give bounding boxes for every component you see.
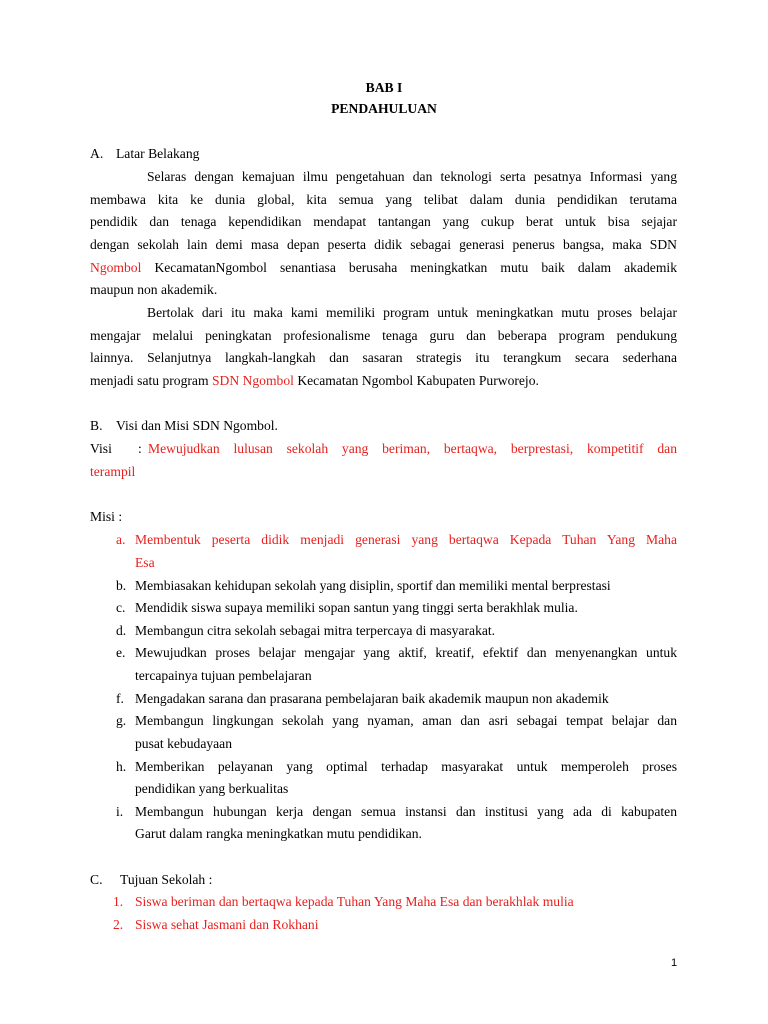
- para2-line-1: Bertolak dari itu maka kami memiliki program untuk meningkatkan mutu proses belajar: [147, 305, 677, 320]
- tujuan-item-1-text: Siswa beriman dan bertaqwa kepada Tuhan Yang Maha Esa dan berakhlak mulia: [135, 894, 574, 909]
- para2-line-2: mengajar melalui peningkatan profesionalisme tenaga guru dan beberapa program pendukung: [90, 328, 677, 343]
- para2-line-4-post: Kecamatan Ngombol Kabupaten Purworejo.: [297, 373, 539, 388]
- misi-item-a-marker: a.: [116, 532, 126, 547]
- chapter-title: PENDAHULUAN: [331, 101, 437, 116]
- misi-item-h-line-1: Memberikan pelayanan yang optimal terhadap masyarakat untuk memperoleh proses: [135, 759, 677, 774]
- para1-line-1: Selaras dengan kemajuan ilmu pengetahuan dan teknologi serta pesatnya Informasi yang: [147, 169, 677, 184]
- para2-line-4-pre: menjadi satu program: [90, 373, 209, 388]
- section-b-title: Visi dan Misi SDN Ngombol.: [116, 418, 278, 433]
- section-a-title: Latar Belakang: [116, 146, 200, 161]
- misi-item-h-line-2: pendidikan yang berkualitas: [135, 781, 289, 796]
- school-name-highlight-2: SDN Ngombol: [211, 373, 294, 388]
- visi-text-line-1: Mewujudkan lulusan sekolah yang beriman, bertaqwa, berprestasi, kompetitif dan: [148, 441, 677, 456]
- misi-item-c-line-1: Mendidik siswa supaya memiliki sopan santun yang tinggi serta berakhlak mulia.: [135, 600, 578, 615]
- tujuan-item-1-marker: 1.: [113, 894, 124, 909]
- misi-item-f-line-1: Mengadakan sarana dan prasarana pembelajaran baik akademik maupun non akademik: [135, 691, 609, 706]
- misi-item-e-line-1: Mewujudkan proses belajar mengajar yang aktif, kreatif, efektif dan menyenangkan untuk: [135, 645, 677, 660]
- chapter-label: BAB I: [365, 80, 403, 95]
- tujuan-item-2-text: Siswa sehat Jasmani dan Rokhani: [135, 917, 319, 932]
- misi-item-h-marker: h.: [116, 759, 127, 774]
- misi-label: Misi :: [90, 509, 123, 524]
- visi-text-line-2: terampil: [90, 464, 136, 479]
- school-name-highlight: Ngombol: [90, 260, 142, 275]
- visi-label: Visi: [90, 441, 112, 456]
- misi-item-b-marker: b.: [116, 578, 127, 593]
- misi-item-e-marker: e.: [116, 645, 126, 660]
- misi-item-g-marker: g.: [116, 713, 127, 728]
- para1-line-3: pendidik dan tenaga kependidikan mendapat tantangan yang cukup berat untuk bisa sejajar: [90, 214, 677, 229]
- visi-colon: :: [138, 441, 142, 456]
- para1-line-6: maupun non akademik.: [90, 282, 218, 297]
- para1-line-5: [90, 260, 677, 276]
- misi-item-i-line-2: Garut dalam rangka meningkatkan mutu pendidikan.: [135, 826, 422, 841]
- misi-item-e-line-2: tercapainya tujuan pembelajaran: [135, 668, 312, 683]
- page-number: 1: [671, 957, 678, 969]
- misi-item-i-marker: i.: [116, 804, 124, 819]
- para2-line-4: [90, 373, 539, 389]
- misi-item-f-marker: f.: [116, 691, 124, 706]
- misi-item-c-marker: c.: [116, 600, 126, 615]
- misi-item-a-line-2: Esa: [135, 555, 155, 570]
- section-c-title: Tujuan Sekolah :: [120, 872, 213, 887]
- para1-line-4: dengan sekolah lain demi masa depan peserta didik sebagai generasi penerus bangsa, maka SDN: [90, 237, 677, 252]
- para1-line-5-text: KecamatanNgombol senantiasa berusaha meningkatkan mutu baik dalam akademik: [154, 260, 677, 275]
- tujuan-item-2-marker: 2.: [113, 917, 124, 932]
- misi-item-a-line-1: Membentuk peserta didik menjadi generasi yang bertaqwa Kepada Tuhan Yang Maha: [135, 532, 677, 547]
- misi-item-i-line-1: Membangun hubungan kerja dengan semua instansi dan institusi yang ada di kabupaten: [135, 804, 677, 819]
- section-b-marker: B.: [90, 418, 103, 433]
- misi-item-g-line-1: Membangun lingkungan sekolah yang nyaman, aman dan asri sebagai tempat belajar dan: [135, 713, 677, 728]
- section-c-marker: C.: [90, 872, 103, 887]
- misi-item-b-line-1: Membiasakan kehidupan sekolah yang disiplin, sportif dan memiliki mental berprestasi: [135, 578, 611, 593]
- para1-line-2: membawa kita ke dunia global, kita semua yang telibat dalam dunia pendidikan terutama: [90, 192, 677, 207]
- section-a-marker: A.: [90, 146, 104, 161]
- para2-line-3: lainnya. Selanjutnya langkah-langkah dan sasaran strategis itu terangkum secara sederhana: [90, 350, 677, 365]
- misi-item-d-marker: d.: [116, 623, 127, 638]
- misi-item-d-line-1: Membangun citra sekolah sebagai mitra terpercaya di masyarakat.: [135, 623, 496, 638]
- misi-item-g-line-2: pusat kebudayaan: [135, 736, 233, 751]
